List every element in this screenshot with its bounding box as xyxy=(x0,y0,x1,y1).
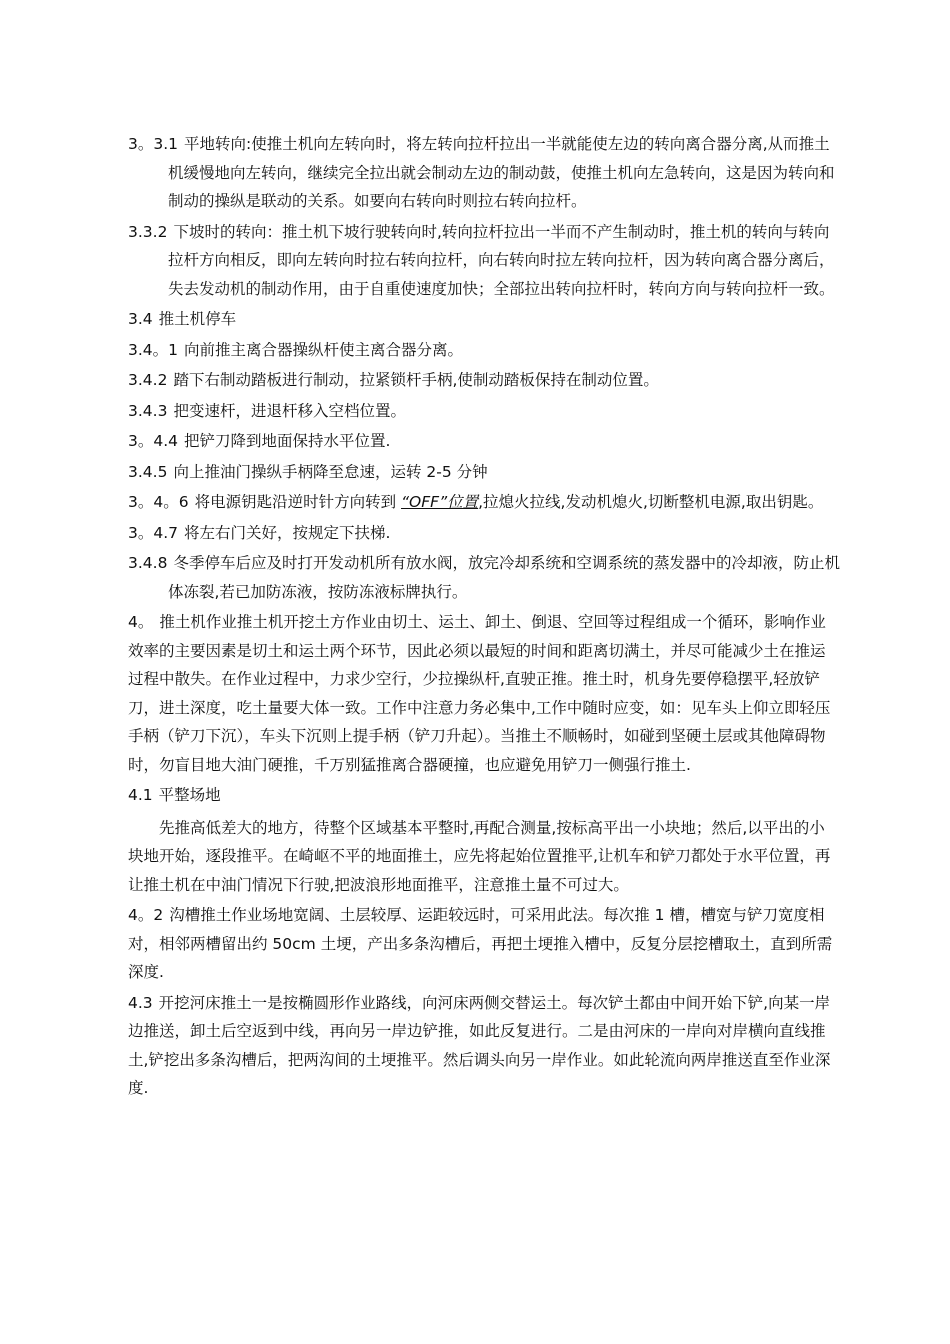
section-4-2 xyxy=(128,901,840,987)
section-3-4-7 xyxy=(128,519,840,548)
section-number: 3.4.3 xyxy=(128,401,168,420)
section-number: 3.4.2 xyxy=(128,371,168,389)
section-text: 平地转向:使推土机向左转向时，将左转向拉杆拉出一半就能使左边的转向离合器分离,从而推土机缓慢地向左转向，继续完全拉出就会制动左边的制动鼓，使推土机向左急转向，这是因为转向和制动的操纵是联动的关系。如要向右转向时则拉右转向拉杆。 xyxy=(168,135,835,210)
section-3-4-8 xyxy=(128,549,840,606)
section-text-after: ,拉熄火拉线,发动机熄火,切断整机电源,取出钥匙。 xyxy=(478,493,824,511)
section-3-4-4 xyxy=(128,427,840,456)
section-text: 向上推油门操纵手柄降至怠速，运转 2-5 分钟 xyxy=(173,462,488,481)
section-number: 4。 xyxy=(128,613,154,631)
section-text: 开挖河床推土一是按椭圆形作业路线，向河床两侧交替运土。每次铲土都由中间开始下铲,向某一岸边推送，卸土后空返到中线，再向另一岸边铲推，如此反复进行。二是由河床的一岸向对岸横向直线推土,铲挖出多条沟槽后，把两沟间的土埂推平。然后调头向另一岸作业。如此轮流向两岸推送直至作业深度. xyxy=(128,993,831,1097)
section-text: 沟槽推土作业场地宽阔、土层较厚、运距较远时，可采用此法。每次推 1 槽，槽宽与铲刀宽度相对，相邻两槽留出约 50cm 土埂，产出多条沟槽后，再把土埂推入槽中，反复分层挖槽取土，直到所需深度. xyxy=(128,906,833,981)
section-3-4-heading xyxy=(128,305,840,334)
section-text: 下坡时的转向：推土机下坡行驶转向时,转向拉杆拉出一半而不产生制动时，推土机的转向与转向拉杆方向相反，即向左转向时拉右转向拉杆，向右转向时拉左转向拉杆，因为转向离合器分离后，失去发动机的制动作用，由于自重使速度加快；全部拉出转向拉杆时，转向方向与转向拉杆一致。 xyxy=(168,222,835,298)
section-number: 3.4.8 xyxy=(128,554,168,572)
section-number: 3。4.4 xyxy=(128,432,179,450)
section-number: 3.4 xyxy=(128,310,153,328)
section-3-3-2 xyxy=(128,218,840,304)
section-4-1-body xyxy=(128,814,840,900)
section-number: 4.1 xyxy=(128,786,153,804)
section-text: 推土机作业推土机开挖土方作业由切土、运土、卸土、倒退、空回等过程组成一个循环，影响作业效率的主要因素是切土和运土两个环节，因此必须以最短的时间和距离切满土，并尽可能减少土在推运过程中散失。在作业过程中，力求少空行，少拉操纵杆,直驶正推。推土时，机身先要停稳摆平,轻放铲刀，进土深度，吃土量要大体一致。工作中注意力务必集中,工作中随时应变，如：见车头上仰立即轻压手柄（铲刀下沉），车头下沉则上提手柄（铲刀升起）。当推土不顺畅时，如碰到坚硬土层或其他障碍物时，勿盲目地大油门硬推，千万别猛推离合器硬撞，也应避免用铲刀一侧强行推土. xyxy=(128,613,831,774)
section-text-before: 将电源钥匙沿逆时针方向转到 xyxy=(194,493,402,511)
section-text: 把铲刀降到地面保持水平位置. xyxy=(184,432,391,450)
section-4-3 xyxy=(128,989,840,1103)
section-number: 3。4。6 xyxy=(128,493,189,511)
section-text: 踏下右制动踏板进行制动，拉紧锁杆手柄,使制动踏板保持在制动位置。 xyxy=(173,371,659,389)
section-4-1-heading xyxy=(128,781,840,810)
section-3-3-1 xyxy=(128,130,840,216)
section-text: 把变速杆，进退杆移入空档位置。 xyxy=(173,401,406,420)
section-text: 平整场地 xyxy=(158,786,221,804)
section-4 xyxy=(128,608,840,779)
section-number: 3.3.2 xyxy=(128,222,168,241)
section-3-4-1 xyxy=(128,336,840,365)
section-text: 将左右门关好，按规定下扶梯. xyxy=(184,523,391,542)
section-text: 向前推主离合器操纵杆使主离合器分离。 xyxy=(184,340,464,359)
section-number: 3.4.5 xyxy=(128,462,168,481)
section-text: 先推高低差大的地方，待整个区域基本平整时,再配合测量,按标高平出一小块地；然后,以平出的小块地开始，逐段推平。在崎岖不平的地面推土，应先将起始位置推平,让机车和铲刀都处于水平位置，再让推土机在中油门情况下行驶,把波浪形地面推平，注意推土量不可过大。 xyxy=(128,818,831,894)
section-number: 4。2 xyxy=(128,906,164,924)
section-number: 3。3.1 xyxy=(128,135,179,153)
section-3-4-2 xyxy=(128,366,840,395)
section-number: 3.4。1 xyxy=(128,340,179,359)
section-3-4-6 xyxy=(128,488,840,517)
document-body xyxy=(128,130,840,1103)
section-text: 冬季停车后应及时打开发动机所有放水阀，放完冷却系统和空调系统的蒸发器中的冷却液，防止机体冻裂,若已加防冻液，按防冻液标牌执行。 xyxy=(168,554,840,601)
section-3-4-3 xyxy=(128,397,840,426)
off-position-text: “OFF”位置 xyxy=(401,493,479,511)
section-text: 推土机停车 xyxy=(158,310,237,328)
section-3-4-5 xyxy=(128,458,840,487)
section-number: 4.3 xyxy=(128,993,153,1012)
section-number: 3。4.7 xyxy=(128,523,179,542)
